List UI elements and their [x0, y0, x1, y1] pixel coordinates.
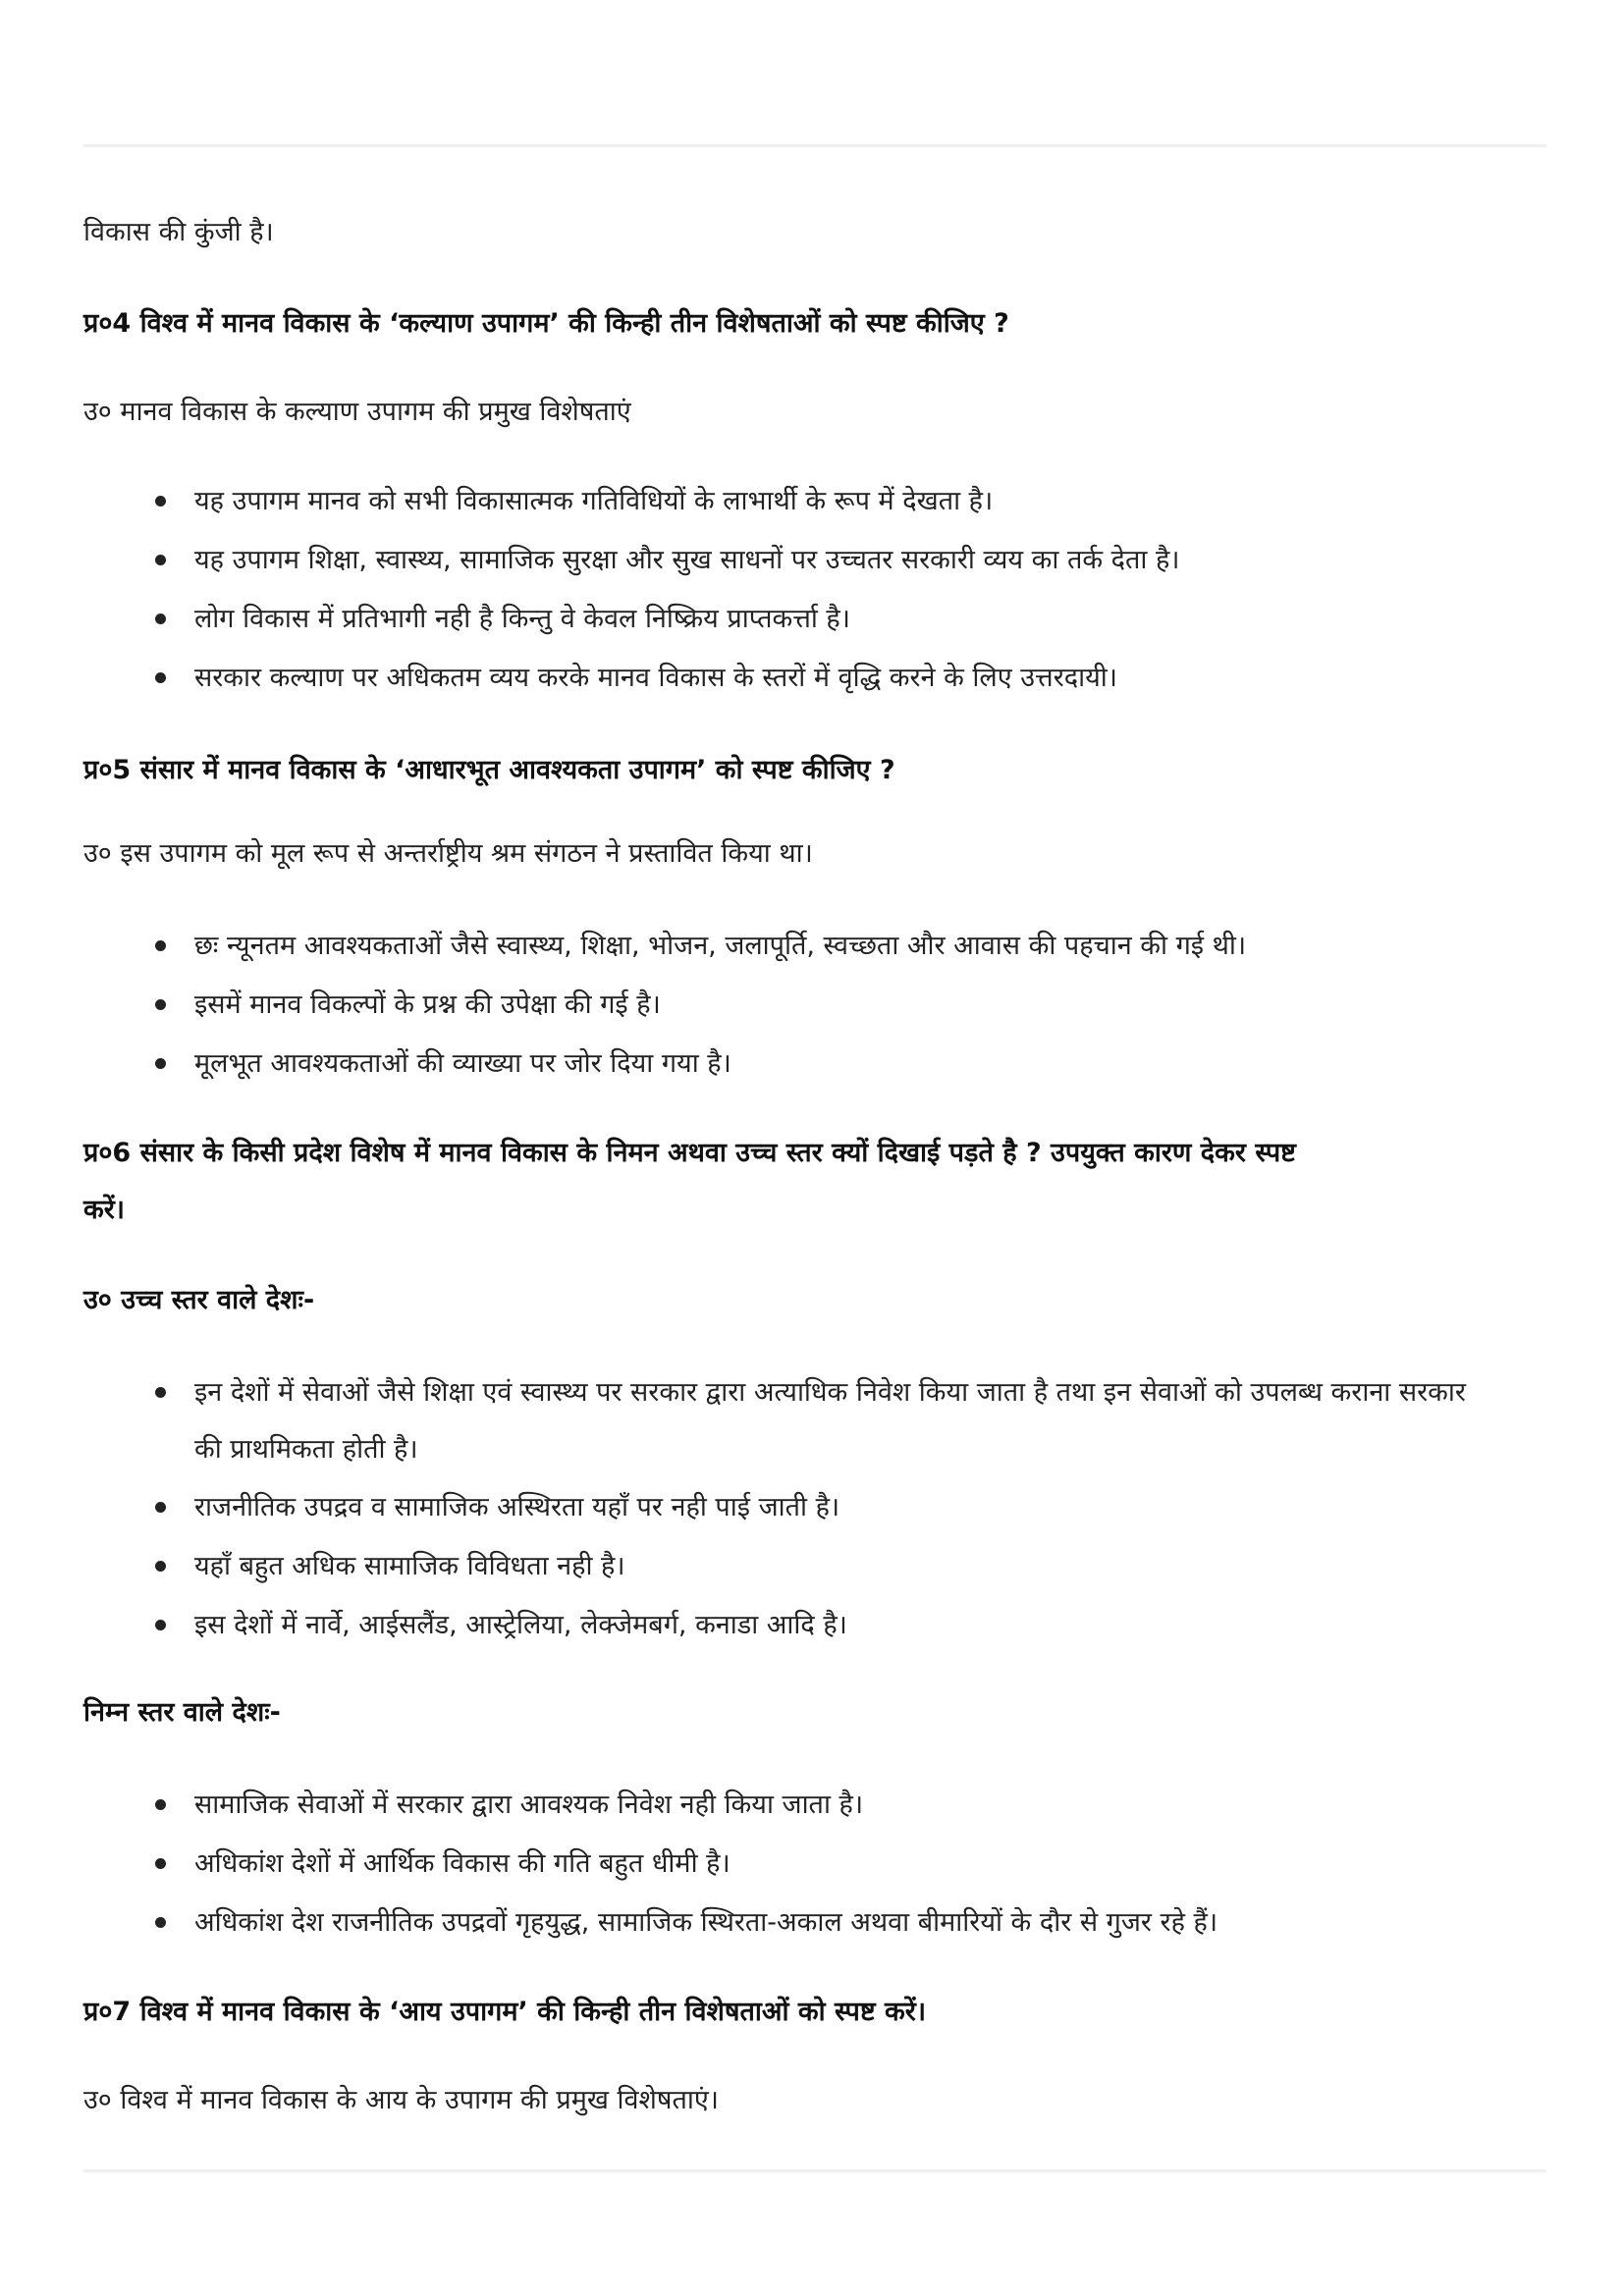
question-6-line-1: प्र०6 संसार के किसी प्रदेश विशेष में मानव विकास के निमन अथवा उच्च स्तर क्यों दिखाई पड़ते है ? उपयुक्त कारण देकर स्पष्ट [83, 1138, 1296, 1168]
list-item: यह उपागम मानव को सभी विकासात्मक गतिविधियों के लाभार्थी के रूप में देखता है। [194, 473, 1540, 530]
list-item: अधिकांश देश राजनीतिक उपद्रवों गृहयुद्ध, सामाजिक स्थिरता-अकाल अथवा बीमारियों के दौर से गुजर रहे हैं। [194, 1895, 1540, 1951]
bottom-divider [83, 2169, 1546, 2172]
answer-4: उ० मानव विकास के कल्याण उपागम की प्रमुख विशेषताएं [83, 397, 631, 427]
list-item: लोग विकास में प्रतिभागी नही है किन्तु वे केवल निष्क्रिय प्राप्तकर्त्ता है। [194, 591, 1540, 648]
low-level-heading: निम्न स्तर वाले देशः- [83, 1697, 281, 1728]
list-item: अधिकांश देशों में आर्थिक विकास की गति बहुत धीमी है। [194, 1836, 1540, 1893]
question-5: प्र०5 संसार में मानव विकास के ‘आधारभूत आवश्यकता उपागम’ को स्पष्ट कीजिए ? [83, 755, 895, 785]
top-divider [83, 144, 1546, 147]
list-item: इस देशों में नार्वे, आईसलैंड, आस्ट्रेलिया, लेक्जेमबर्ग, कनाडा आदि है। [194, 1597, 1540, 1654]
question-6-line-2: करें। [83, 1195, 126, 1225]
question-7: प्र०7 विश्व में मानव विकास के ‘आय उपागम’ की किन्ही तीन विशेषताओं को स्पष्ट करें। [83, 1997, 927, 2027]
intro-text: विकास की कुंजी है। [83, 217, 274, 247]
list-item: राजनीतिक उपद्रव व सामाजिक अस्थिरता यहाँ पर नही पाई जाती है। [194, 1479, 1540, 1536]
list-item: छः न्यूनतम आवश्यकताओं जैसे स्वास्थ्य, शिक्षा, भोजन, जलापूर्ति, स्वच्छता और आवास की पहचान की गई थी। [194, 918, 1540, 975]
high-level-heading: उ० उच्च स्तर वाले देशः- [83, 1285, 315, 1315]
question-4: प्र०4 विश्व में मानव विकास के ‘कल्याण उपागम’ की किन्ही तीन विशेषताओं को स्पष्ट कीजिए ? [83, 308, 1009, 339]
answer-5: उ० इस उपागम को मूल रूप से अन्तर्राष्ट्रीय श्रम संगठन ने प्रस्तावित किया था। [83, 838, 813, 869]
list-item: यहाँ बहुत अधिक सामाजिक विविधता नही है। [194, 1538, 1540, 1595]
list-item: सरकार कल्याण पर अधिकतम व्यय करके मानव विकास के स्तरों में वृद्धि करने के लिए उत्तरदायी। [194, 650, 1540, 707]
list-item: सामाजिक सेवाओं में सरकार द्वारा आवश्यक निवेश नही किया जाता है। [194, 1777, 1540, 1834]
list-item: इसमें मानव विकल्पों के प्रश्न की उपेक्षा की गई है। [194, 977, 1540, 1034]
answer-7: उ० विश्व में मानव विकास के आय के उपागम की प्रमुख विशेषताएं। [83, 2085, 720, 2115]
list-item: यह उपागम शिक्षा, स्वास्थ्य, सामाजिक सुरक्षा और सुख साधनों पर उच्चतर सरकारी व्यय का तर्क देता है। [194, 532, 1540, 589]
list-item: मूलभूत आवश्यकताओं की व्याख्या पर जोर दिया गया है। [194, 1036, 1540, 1093]
list-item: इन देशों में सेवाओं जैसे शिक्षा एवं स्वास्थ्य पर सरकार द्वारा अत्याधिक निवेश किया जाता है तथा इन सेवाओं को उपलब्ध कराना सरकार की प्राथमिकता होती है। [194, 1364, 1500, 1478]
